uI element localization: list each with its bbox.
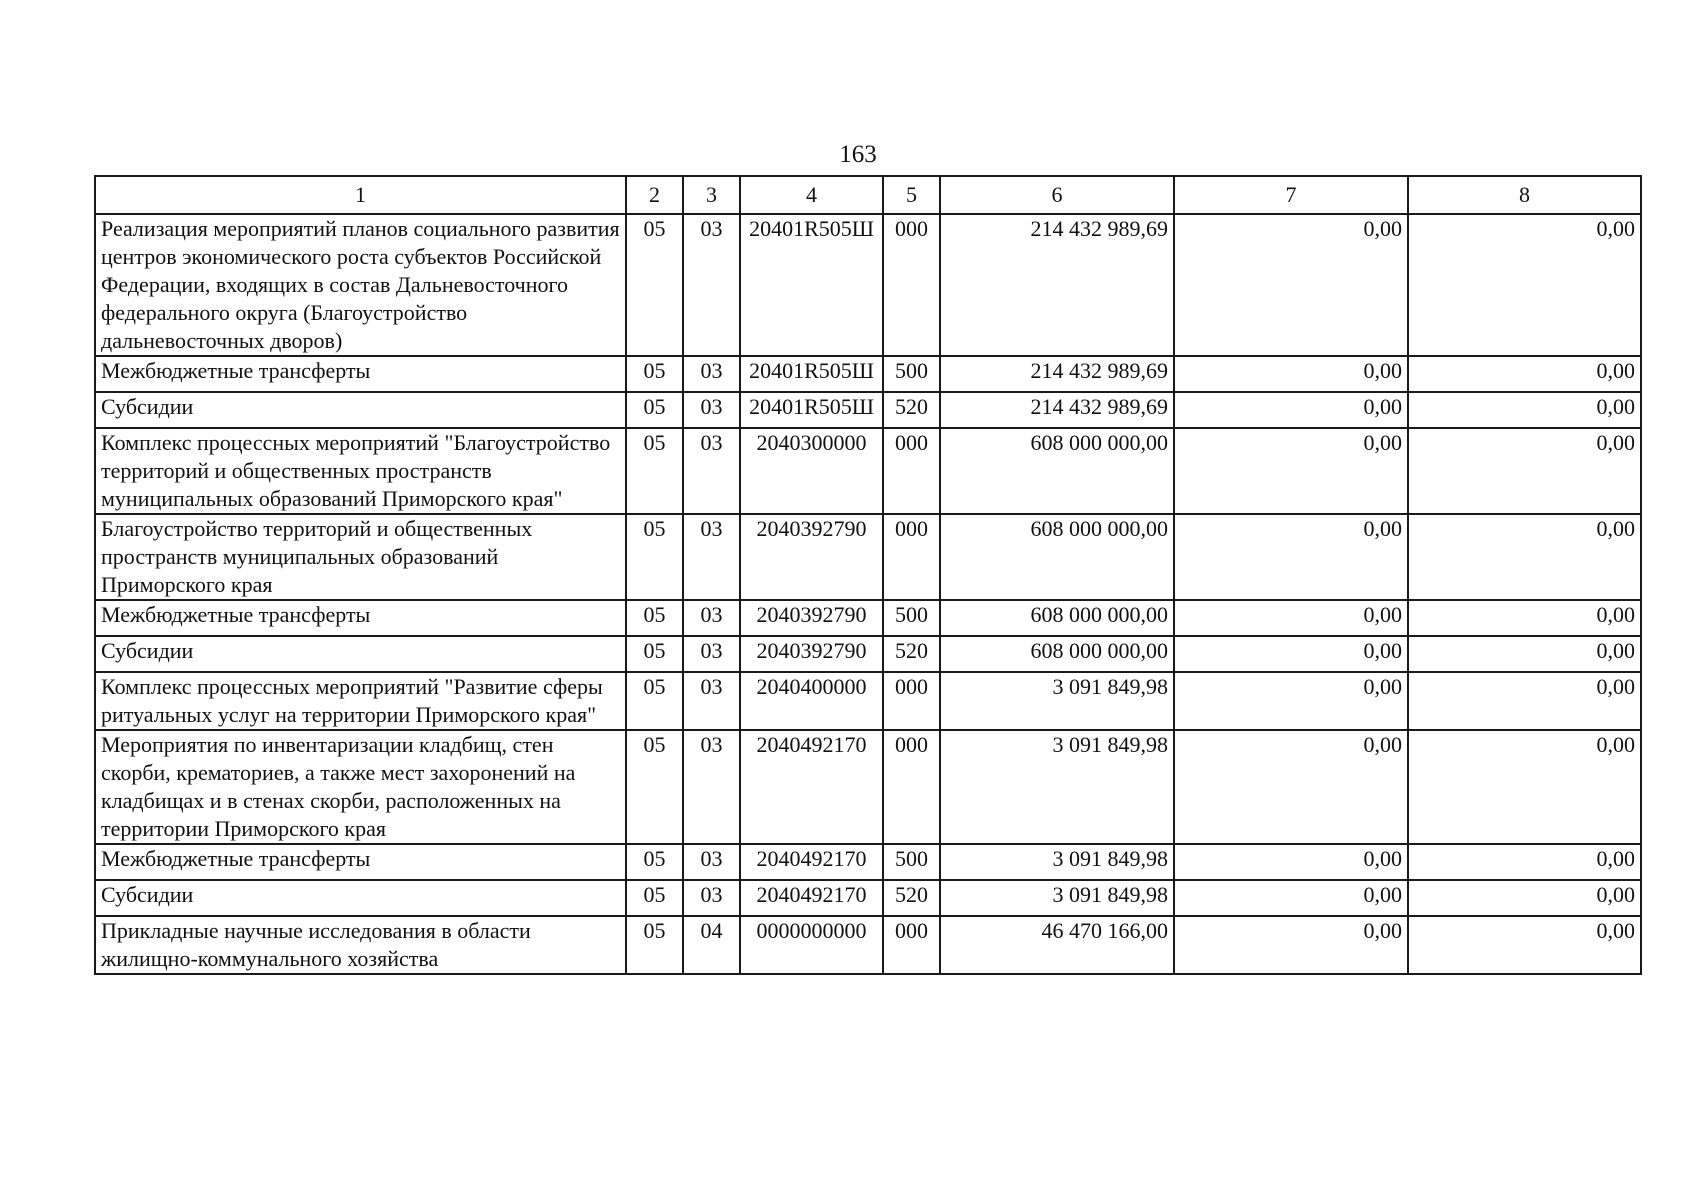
amount-col6-cell: 3 091 849,98: [940, 844, 1174, 880]
amount-col8-cell: 0,00: [1408, 428, 1641, 514]
amount-col7-cell: 0,00: [1174, 916, 1408, 974]
table-row: [95, 428, 1641, 514]
table-row: [95, 672, 1641, 730]
amount-col6-cell: 608 000 000,00: [940, 514, 1174, 600]
amount-col8-cell: 0,00: [1408, 636, 1641, 672]
amount-col8-cell: 0,00: [1408, 600, 1641, 636]
table-row: [95, 600, 1641, 636]
amount-col8-cell: 0,00: [1408, 514, 1641, 600]
target-article-cell: 2040400000: [740, 672, 883, 730]
section-cell: 05: [626, 916, 683, 974]
expense-type-cell: 000: [883, 214, 940, 356]
row-name-cell: Субсидии: [95, 880, 626, 916]
table-row: [95, 392, 1641, 428]
section-cell: 05: [626, 672, 683, 730]
column-header: 3: [683, 176, 740, 214]
subsection-cell: 03: [683, 672, 740, 730]
budget-table: [94, 175, 1642, 975]
amount-col7-cell: 0,00: [1174, 730, 1408, 844]
section-cell: 05: [626, 514, 683, 600]
amount-col6-cell: 608 000 000,00: [940, 636, 1174, 672]
subsection-cell: 04: [683, 916, 740, 974]
expense-type-cell: 500: [883, 600, 940, 636]
page-number: 163: [839, 141, 877, 168]
row-name-cell: Комплекс процессных мероприятий "Благоустройство территорий и общественных пространств муниципальных образований Приморского края": [95, 428, 626, 514]
target-article-cell: 20401R505Ш: [740, 392, 883, 428]
amount-col7-cell: 0,00: [1174, 356, 1408, 392]
section-cell: 05: [626, 636, 683, 672]
target-article-cell: 2040392790: [740, 636, 883, 672]
amount-col7-cell: 0,00: [1174, 844, 1408, 880]
amount-col7-cell: 0,00: [1174, 428, 1408, 514]
expense-type-cell: 500: [883, 356, 940, 392]
table-row: [95, 214, 1641, 356]
amount-col6-cell: 608 000 000,00: [940, 600, 1174, 636]
table-row: [95, 844, 1641, 880]
expense-type-cell: 500: [883, 844, 940, 880]
expense-type-cell: 000: [883, 672, 940, 730]
column-header: 6: [940, 176, 1174, 214]
subsection-cell: 03: [683, 356, 740, 392]
row-name-cell: Комплекс процессных мероприятий "Развитие сферы ритуальных услуг на территории Приморского края": [95, 672, 626, 730]
subsection-cell: 03: [683, 514, 740, 600]
section-cell: 05: [626, 428, 683, 514]
row-name-cell: Реализация мероприятий планов социального развития центров экономического роста субъектов Российской Федерации, входящих в состав Дальневосточного федерального округа (Благоустройство дальневосточных дворов): [95, 214, 626, 356]
subsection-cell: 03: [683, 600, 740, 636]
column-header: 5: [883, 176, 940, 214]
expense-type-cell: 000: [883, 514, 940, 600]
amount-col7-cell: 0,00: [1174, 214, 1408, 356]
amount-col6-cell: 3 091 849,98: [940, 730, 1174, 844]
section-cell: 05: [626, 356, 683, 392]
amount-col6-cell: 214 432 989,69: [940, 214, 1174, 356]
amount-col6-cell: 46 470 166,00: [940, 916, 1174, 974]
expense-type-cell: 520: [883, 392, 940, 428]
amount-col7-cell: 0,00: [1174, 514, 1408, 600]
table-header: [95, 176, 1641, 214]
column-header: 8: [1408, 176, 1641, 214]
amount-col6-cell: 3 091 849,98: [940, 880, 1174, 916]
table-row: [95, 916, 1641, 974]
subsection-cell: 03: [683, 730, 740, 844]
section-cell: 05: [626, 880, 683, 916]
amount-col8-cell: 0,00: [1408, 356, 1641, 392]
amount-col7-cell: 0,00: [1174, 636, 1408, 672]
amount-col8-cell: 0,00: [1408, 844, 1641, 880]
amount-col7-cell: 0,00: [1174, 880, 1408, 916]
amount-col8-cell: 0,00: [1408, 214, 1641, 356]
subsection-cell: 03: [683, 880, 740, 916]
row-name-cell: Межбюджетные трансферты: [95, 844, 626, 880]
amount-col6-cell: 214 432 989,69: [940, 356, 1174, 392]
table-row: [95, 636, 1641, 672]
section-cell: 05: [626, 600, 683, 636]
header-row: [95, 176, 1641, 214]
subsection-cell: 03: [683, 214, 740, 356]
target-article-cell: 2040392790: [740, 514, 883, 600]
row-name-cell: Мероприятия по инвентаризации кладбищ, стен скорби, крематориев, а также мест захоронений на кладбищах и в стенах скорби, расположенных на территории Приморского края: [95, 730, 626, 844]
amount-col6-cell: 214 432 989,69: [940, 392, 1174, 428]
expense-type-cell: 520: [883, 636, 940, 672]
section-cell: 05: [626, 844, 683, 880]
column-header: 1: [95, 176, 626, 214]
table-row: [95, 880, 1641, 916]
expense-type-cell: 000: [883, 730, 940, 844]
row-name-cell: Межбюджетные трансферты: [95, 356, 626, 392]
expense-type-cell: 000: [883, 428, 940, 514]
table-row: [95, 730, 1641, 844]
target-article-cell: 2040492170: [740, 844, 883, 880]
amount-col8-cell: 0,00: [1408, 730, 1641, 844]
amount-col7-cell: 0,00: [1174, 600, 1408, 636]
amount-col8-cell: 0,00: [1408, 392, 1641, 428]
amount-col8-cell: 0,00: [1408, 916, 1641, 974]
amount-col7-cell: 0,00: [1174, 672, 1408, 730]
expense-type-cell: 000: [883, 916, 940, 974]
row-name-cell: Прикладные научные исследования в области жилищно-коммунального хозяйства: [95, 916, 626, 974]
target-article-cell: 2040392790: [740, 600, 883, 636]
column-header: 2: [626, 176, 683, 214]
target-article-cell: 2040492170: [740, 880, 883, 916]
column-header: 4: [740, 176, 883, 214]
amount-col7-cell: 0,00: [1174, 392, 1408, 428]
amount-col8-cell: 0,00: [1408, 880, 1641, 916]
table-row: [95, 514, 1641, 600]
subsection-cell: 03: [683, 844, 740, 880]
amount-col6-cell: 3 091 849,98: [940, 672, 1174, 730]
subsection-cell: 03: [683, 392, 740, 428]
table-body: [95, 214, 1641, 974]
amount-col6-cell: 608 000 000,00: [940, 428, 1174, 514]
section-cell: 05: [626, 730, 683, 844]
table-row: [95, 356, 1641, 392]
section-cell: 05: [626, 392, 683, 428]
amount-col8-cell: 0,00: [1408, 672, 1641, 730]
target-article-cell: 20401R505Ш: [740, 214, 883, 356]
target-article-cell: 2040300000: [740, 428, 883, 514]
subsection-cell: 03: [683, 636, 740, 672]
target-article-cell: 20401R505Ш: [740, 356, 883, 392]
row-name-cell: Субсидии: [95, 636, 626, 672]
row-name-cell: Благоустройство территорий и общественных пространств муниципальных образований Приморского края: [95, 514, 626, 600]
expense-type-cell: 520: [883, 880, 940, 916]
subsection-cell: 03: [683, 428, 740, 514]
target-article-cell: 0000000000: [740, 916, 883, 974]
row-name-cell: Межбюджетные трансферты: [95, 600, 626, 636]
column-header: 7: [1174, 176, 1408, 214]
section-cell: 05: [626, 214, 683, 356]
target-article-cell: 2040492170: [740, 730, 883, 844]
row-name-cell: Субсидии: [95, 392, 626, 428]
